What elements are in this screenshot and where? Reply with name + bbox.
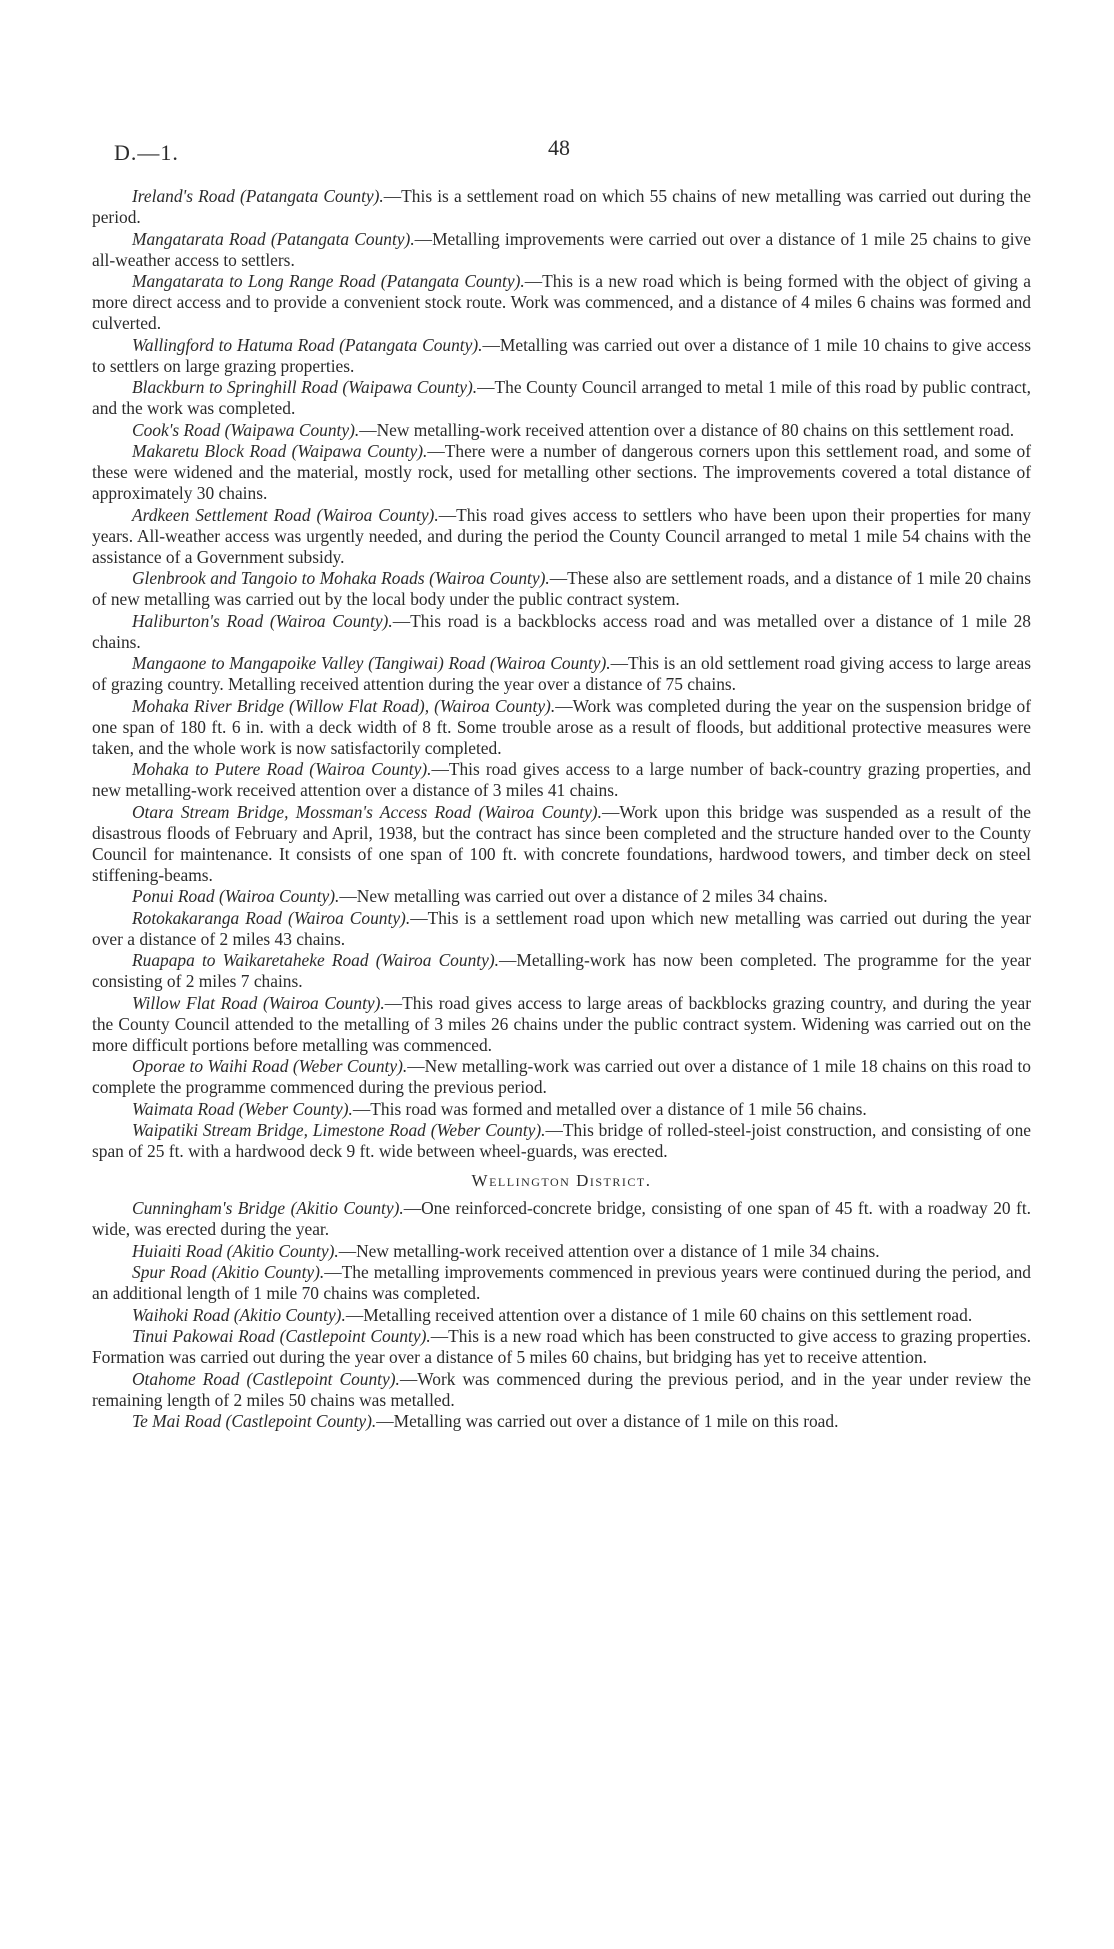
paragraph-title: Tinui Pakowai Road (Castlepoint County). <box>132 1326 431 1346</box>
paragraph <box>92 271 1031 334</box>
paragraph-text: —This road was formed and metalled over a distance of 1 mile 56 chains. <box>352 1098 867 1119</box>
paragraph-title: Mohaka River Bridge (Willow Flat Road), (Wairoa County). <box>132 695 556 716</box>
paragraph-text: —Metalling received attention over a distance of 1 mile 60 chains on this settlement road. <box>345 1304 973 1325</box>
paragraph-text: —These also are settlement roads, and a distance of 1 mile 20 chains of new metalling was carried out by the local body under the public contract system. <box>92 568 1031 609</box>
paragraph <box>92 505 1031 568</box>
district-heading: Wellington District. <box>471 1171 652 1190</box>
document-code: D.—1. <box>114 140 179 165</box>
paragraph <box>92 611 1031 653</box>
paragraph <box>92 1120 1031 1162</box>
paragraph-title: Ponui Road (Wairoa County). <box>132 886 340 906</box>
paragraph <box>92 1262 1031 1304</box>
paragraph-title: Waipatiki Stream Bridge, Limestone Road (Weber County). <box>132 1120 546 1140</box>
paragraph-text: —This is a settlement road on which 55 chains of new metalling was carried out during the period. <box>92 186 1031 227</box>
paragraph-text: —This is an old settlement road giving access to large areas of grazing country. Metalling received attention during the year over a distance of 75 chains. <box>92 653 1031 694</box>
paragraph-title: Oporae to Waihi Road (Weber County). <box>132 1056 408 1076</box>
paragraph-title: Mangatarata to Long Range Road (Patangata County). <box>132 271 525 291</box>
paragraph <box>92 1305 1031 1326</box>
paragraph-text: —There were a number of dangerous corners upon this settlement road, and some of these were widened and the material, mostly rock, used for metalling other sections. The improvements covered a total distance of approximately 30 chains. <box>92 441 1031 503</box>
paragraph-text: —Work was commenced during the previous period, and in the year under review the remaining length of 2 miles 50 chains was metalled. <box>92 1368 1031 1410</box>
paragraph <box>92 229 1031 271</box>
paragraph-text: —The metalling improvements commenced in previous years were continued during the period, and an additional length of 1 mile 70 chains was completed. <box>92 1262 1031 1303</box>
paragraph <box>92 1411 1031 1432</box>
paragraph-title: Mangaone to Mangapoike Valley (Tangiwai) Road (Wairoa County). <box>132 653 611 673</box>
paragraph <box>92 377 1031 419</box>
paragraph <box>92 696 1031 759</box>
paragraph-text: —Metalling was carried out over a distance of 1 mile 10 chains to give access to settlers on large grazing properties. <box>92 334 1032 376</box>
document-body <box>92 186 1031 1433</box>
paragraph-title: Willow Flat Road (Wairoa County). <box>132 992 385 1013</box>
page-number: 48 <box>548 135 570 160</box>
paragraph-text: —Work upon this bridge was suspended as a result of the disastrous floods of February and April, 1938, but the contract has since been completed and the structure handed over to the County Council for maintenance. It consists of one span of 100 ft. with concrete foundations, hardwood towers, and timber deck on steel stiffening-beams. <box>92 801 1031 885</box>
paragraph <box>92 1056 1031 1098</box>
paragraph-text: —The County Council arranged to metal 1 mile of this road by public contract, and the work was completed. <box>92 377 1031 418</box>
paragraph <box>92 908 1031 950</box>
paragraph-title: Te Mai Road (Castlepoint County). <box>132 1411 377 1431</box>
paragraph-title: Ireland's Road (Patangata County). <box>132 186 384 206</box>
paragraph-text: —New metalling-work received attention over a distance of 1 mile 34 chains. <box>338 1240 880 1261</box>
paragraph-text: —One reinforced-concrete bridge, consisting of one span of 45 ft. with a roadway 20 ft. wide, was erected during the year. <box>92 1198 1032 1239</box>
paragraph-title: Mangatarata Road (Patangata County). <box>132 228 415 249</box>
paragraph-text: —This road gives access to settlers who have been upon their properties for many years. All-weather access was urgently needed, and during the period the County Council arranged to metal 1 mile 54 chains with the assistance of a Government subsidy. <box>92 504 1032 567</box>
paragraph <box>92 1241 1031 1262</box>
paragraph <box>92 1369 1031 1411</box>
paragraph-text: —New metalling-work was carried out over a distance of 1 mile 18 chains on this road to complete the programme commenced during the previous period. <box>92 1056 1031 1097</box>
paragraph <box>92 1198 1031 1240</box>
paragraph <box>92 1326 1031 1368</box>
paragraph-text: —This is a new road which has been constructed to give access to grazing properties. Formation was carried out during the year over a distance of 5 miles 60 chains, but bridging has yet to receive attention. <box>92 1326 1031 1367</box>
paragraph <box>92 802 1031 886</box>
paragraph <box>92 653 1031 695</box>
paragraph-title: Spur Road (Akitio County). <box>132 1262 325 1282</box>
paragraph-text: —This bridge of rolled-steel-joist construction, and consisting of one span of 25 ft. with a hardwood deck 9 ft. wide between wheel-guards, was erected. <box>92 1120 1031 1161</box>
paragraph <box>92 420 1031 441</box>
paragraph-title: Waimata Road (Weber County). <box>132 1098 353 1119</box>
paragraph-title: Wallingford to Hatuma Road (Patangata County). <box>132 334 483 355</box>
paragraph-text: —This is a settlement road upon which new metalling was carried out during the year over a distance of 2 miles 43 chains. <box>92 907 1031 949</box>
paragraph-text: —Metalling-work has now been completed. The programme for the year consisting of 2 miles 7 chains. <box>92 950 1031 991</box>
paragraph-title: Cook's Road (Waipawa County). <box>132 419 360 440</box>
paragraph <box>92 950 1031 992</box>
paragraph-title: Ardkeen Settlement Road (Wairoa County). <box>132 504 439 525</box>
paragraph <box>92 759 1031 801</box>
paragraph-title: Huiaiti Road (Akitio County). <box>132 1240 339 1261</box>
paragraph-text: —This road is a backblocks access road and was metalled over a distance of 1 mile 28 chains. <box>92 610 1031 652</box>
paragraph-title: Otara Stream Bridge, Mossman's Access Road (Wairoa County). <box>132 801 602 822</box>
paragraph-title: Glenbrook and Tangoio to Mohaka Roads (Wairoa County). <box>132 568 550 588</box>
paragraph-text: —Metalling was carried out over a distance of 1 mile on this road. <box>376 1411 839 1431</box>
paragraph-title: Rotokakaranga Road (Wairoa County). <box>132 907 411 928</box>
paragraph <box>92 186 1031 228</box>
paragraph-title: Blackburn to Springhill Road (Waipawa County). <box>132 377 478 397</box>
section-hawkes-bay <box>92 186 1031 1162</box>
paragraph <box>92 335 1031 377</box>
paragraph <box>92 1099 1031 1120</box>
paragraph-title: Waihoki Road (Akitio County). <box>132 1304 346 1325</box>
paragraph-title: Mohaka to Putere Road (Wairoa County). <box>132 759 432 779</box>
paragraph-title: Otahome Road (Castlepoint County). <box>132 1368 400 1389</box>
paragraph-text: —This road gives access to large areas of backblocks grazing country, and during the year the County Council attended to the metalling of 3 miles 26 chains under the public contract system. Widening was carried out on the more difficult portions before metalling was commenced. <box>92 992 1031 1055</box>
paragraph <box>92 886 1031 907</box>
paragraph-text: —New metalling-work received attention over a distance of 80 chains on this settlement road. <box>359 419 1015 440</box>
paragraph-text: —New metalling was carried out over a distance of 2 miles 34 chains. <box>339 886 828 906</box>
paragraph-title: Haliburton's Road (Wairoa County). <box>132 610 393 631</box>
paragraph-text: —Work was completed during the year on the suspension bridge of one span of 180 ft. 6 in. with a deck width of 8 ft. Some trouble arose as a result of floods, but additional protective measures were taken, and the whole work is now satisfactorily completed. <box>92 695 1031 758</box>
paragraph-title: Makaretu Block Road (Waipawa County). <box>132 441 428 461</box>
paragraph <box>92 441 1031 504</box>
section-wellington-district <box>92 1198 1031 1432</box>
paragraph <box>92 993 1031 1056</box>
paragraph-text: —This road gives access to a large number of back-country grazing properties, and new metalling-work received attention over a distance of 3 miles 41 chains. <box>92 759 1032 800</box>
paragraph-text: —This is a new road which is being formed with the object of giving a more direct access and to provide a convenient stock route. Work was commenced, and a distance of 4 miles 6 chains was formed and culverted. <box>92 271 1031 333</box>
paragraph <box>92 568 1031 610</box>
paragraph-text: —Metalling improvements were carried out over a distance of 1 mile 25 chains to give all-weather access to settlers. <box>92 228 1031 270</box>
paragraph-title: Ruapapa to Waikaretaheke Road (Wairoa County). <box>132 950 499 970</box>
paragraph-title: Cunningham's Bridge (Akitio County). <box>132 1198 404 1218</box>
